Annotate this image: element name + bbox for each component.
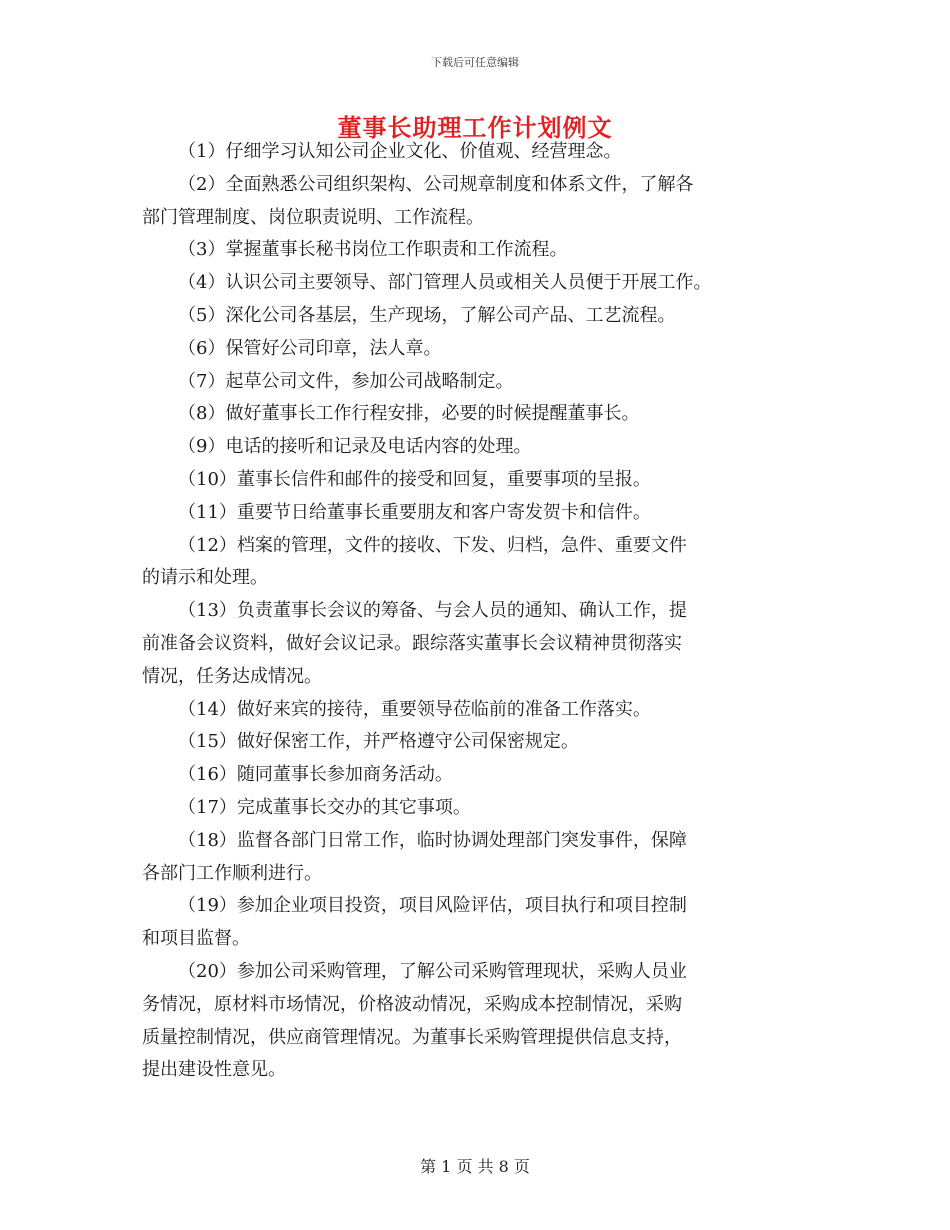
document-body	[142, 136, 822, 1087]
paragraph-7: （7）起草公司文件，参加公司战略制定。	[178, 370, 514, 392]
paragraph-18: （18）监督各部门日常工作，临时协调处理部门突发事件，保障 各部门工作顺利进行。	[142, 829, 687, 884]
paragraph-13: （13）负责董事长会议的筹备、与会人员的通知、确认工作，提 前准备会议资料，做好会议记录。跟综落实董事长会议精神贯彻落实 情况，任务达成情况。	[142, 600, 687, 687]
paragraph-15: （15）做好保密工作，并严格遵守公司保密规定。	[178, 731, 579, 753]
page-number-footer: 第 1 页 共 8 页	[420, 1157, 530, 1176]
paragraph-9: （9）电话的接听和记录及电话内容的处理。	[178, 436, 532, 458]
paragraph-8: （8）做好董事长工作行程安排，必要的时候提醒董事长。	[178, 403, 640, 425]
paragraph-1: （1）仔细学习认知公司企业文化、价值观、经营理念。	[178, 141, 622, 162]
document-title: 董事长助理工作计划例文	[337, 113, 613, 142]
paragraph-12: （12）档案的管理，文件的接收、下发、归档，急件、重要文件 的请示和处理。	[142, 534, 687, 589]
paragraph-20: （20）参加公司采购管理，了解公司采购管理现状，采购人员业 务情况，原材料市场情况，价格波动情况，采购成本控制情况，采购 质量控制情况，供应商管理情况。为董事长采购管理提供信息支持， 提出建设性意见。	[142, 960, 687, 1081]
paragraph-16: （16）随同董事长参加商务活动。	[178, 764, 453, 786]
paragraph-6: （6）保管好公司印章，法人章。	[178, 337, 442, 359]
paragraph-17: （17）完成董事长交办的其它事项。	[178, 796, 471, 818]
paragraph-11: （11）重要节日给董事长重要朋友和客户寄发贺卡和信件。	[178, 501, 651, 523]
paragraph-10: （10）董事长信件和邮件的接受和回复，重要事项的呈报。	[178, 468, 651, 490]
paragraph-3: （3）掌握董事长秘书岗位工作职责和工作流程。	[178, 239, 568, 261]
page-header-note: 下载后可任意编辑	[431, 56, 519, 69]
paragraph-19: （19）参加企业项目投资，项目风险评估，项目执行和项目控制 和项目监督。	[142, 895, 687, 950]
paragraph-4: （4）认识公司主要领导、部门管理人员或相关人员便于开展工作。	[178, 272, 712, 294]
paragraph-2: （2）全面熟悉公司组织架构、公司规章制度和体系文件，了解各 部门管理制度、岗位职责说明、工作流程。	[142, 173, 694, 228]
paragraph-5: （5）深化公司各基层，生产现场，了解公司产品、工艺流程。	[178, 304, 676, 326]
paragraph-14: （14）做好来宾的接待，重要领导莅临前的准备工作落实。	[178, 698, 651, 720]
